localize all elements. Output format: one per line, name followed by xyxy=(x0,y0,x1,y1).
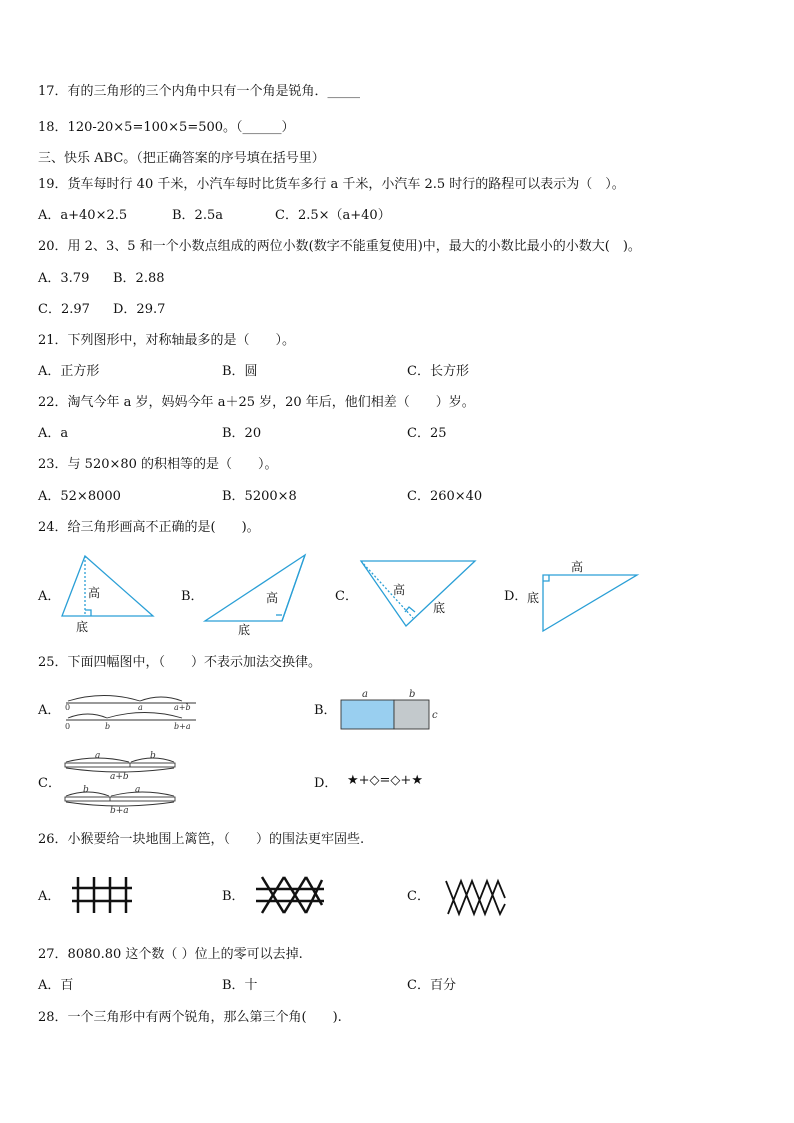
q25-b-label-a: a xyxy=(362,689,368,700)
q25-b-label-b: b xyxy=(409,689,416,700)
q25-option-d: D． xyxy=(314,776,338,791)
q24-b-base-label: 底 xyxy=(238,623,251,637)
q25-c-label-b-plus-a: b+a xyxy=(110,806,129,816)
q20-option-d: D．29.7 xyxy=(113,302,166,317)
q19-option-c: C．2.5×（a+40） xyxy=(275,208,391,223)
q24-option-c: C． xyxy=(335,589,358,604)
q24-d-height-label: 高 xyxy=(571,560,584,574)
question-27: 27．8080.80 这个数（ ）位上的零可以去掉. xyxy=(38,947,303,962)
question-23: 23．与 520×80 的积相等的是（ ）。 xyxy=(38,457,278,472)
q25-a-zero-2: 0 xyxy=(65,722,71,731)
q24-option-d: D． xyxy=(504,589,528,604)
q21-option-b: B．圆 xyxy=(222,364,258,379)
q25-a-label-b-plus-a: b+a xyxy=(174,722,191,731)
q25-a-label-a: a xyxy=(138,703,143,712)
q24-a-base-label: 底 xyxy=(76,620,89,634)
q26-option-a: A． xyxy=(38,889,61,904)
q21-option-a: A．正方形 xyxy=(38,364,100,379)
q27-option-a: A．百 xyxy=(38,978,74,993)
q25-a-label-a-plus-b: a+b xyxy=(174,703,191,712)
question-22: 22．淘气今年 a 岁，妈妈今年 a＋25 岁，20 年后，他们相差（ ）岁。 xyxy=(38,395,475,410)
section-3-heading: 三、快乐 ABC。（把正确答案的序号填在括号里） xyxy=(38,151,325,166)
q25-option-b: B． xyxy=(314,703,337,718)
question-20: 20．用 2、3、5 和一个小数点组成的两位小数(数字不能重复使用)中，最大的小数比最小的小数大( )。 xyxy=(38,239,641,254)
q26-fence-b xyxy=(256,877,324,913)
q25-d-symbol-equation: ★+◇=◇+★ xyxy=(347,773,423,788)
q19-option-b: B．2.5a xyxy=(172,208,223,223)
q25-c-label-a-1: a xyxy=(95,751,101,761)
q25-c-label-a-plus-b: a+b xyxy=(110,772,129,782)
q24-d-base-label: 底 xyxy=(527,591,540,605)
question-19: 19．货车每时行 40 千米，小汽车每时比货车多行 a 千米，小汽车 2.5 时行的路程可以表示为（ ）。 xyxy=(38,177,625,192)
q24-option-a: A． xyxy=(38,589,61,604)
q20-option-b: B．2.88 xyxy=(113,271,165,286)
q20-option-c: C．2.97 xyxy=(38,302,90,317)
q26-option-b: B． xyxy=(222,889,245,904)
q19-option-a: A．a+40×2.5 xyxy=(38,208,128,223)
question-17: 17．有的三角形的三个内角中只有一个角是锐角．_____ xyxy=(38,84,361,99)
question-21: 21．下列图形中，对称轴最多的是（ ）。 xyxy=(38,333,296,348)
question-26: 26．小猴要给一块地围上篱笆，（ ）的围法更牢固些. xyxy=(38,832,365,847)
q21-option-c: C．长方形 xyxy=(407,364,469,379)
q27-option-b: B．十 xyxy=(222,978,258,993)
q25-a-zero-1: 0 xyxy=(65,703,71,712)
q23-option-b: B．5200×8 xyxy=(222,489,297,504)
q22-option-b: B．20 xyxy=(222,426,262,441)
q24-a-height-label: 高 xyxy=(88,586,101,600)
question-25: 25．下面四幅图中，（ ）不表示加法交换律。 xyxy=(38,655,322,670)
q26-option-c: C． xyxy=(407,889,430,904)
q25-b-label-c: c xyxy=(432,710,438,721)
q25-c-label-b-2: b xyxy=(83,785,89,795)
q26-fence-c xyxy=(446,881,505,914)
q24-b-height-label: 高 xyxy=(266,591,279,605)
q22-option-c: C．25 xyxy=(407,426,447,441)
q25-c-label-b-1: b xyxy=(150,751,156,761)
question-24: 24．给三角形画高不正确的是( )。 xyxy=(38,520,260,535)
q20-option-a: A．3.79 xyxy=(38,271,90,286)
q25-a-label-b: b xyxy=(105,722,111,731)
q23-option-c: C．260×40 xyxy=(407,489,483,504)
q24-c-base-label: 底 xyxy=(433,601,446,615)
q24-option-b: B． xyxy=(181,589,204,604)
q27-option-c: C．百分 xyxy=(407,978,456,993)
q23-option-a: A．52×8000 xyxy=(38,489,121,504)
question-18: 18．120-20×5=100×5=500。（______） xyxy=(38,120,295,135)
q24-c-height-label: 高 xyxy=(393,583,406,597)
q25-option-c: C． xyxy=(38,776,61,791)
question-28: 28．一个三角形中有两个锐角，那么第三个角( ). xyxy=(38,1010,342,1025)
q26-fence-a xyxy=(72,877,132,913)
q25-option-a: A． xyxy=(38,703,61,718)
q22-option-a: A．a xyxy=(38,426,69,441)
q25-c-label-a-2: a xyxy=(135,785,141,795)
